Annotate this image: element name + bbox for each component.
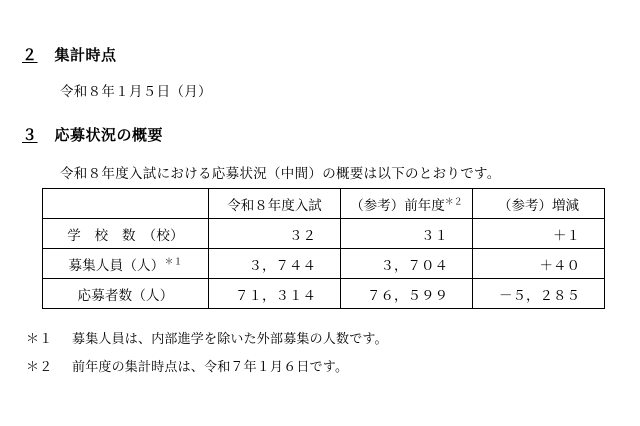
table-body bbox=[43, 219, 605, 309]
row-label-quota-text: 募集人員（人） bbox=[68, 257, 165, 273]
footnote-2 bbox=[26, 356, 388, 375]
section-heading-2 bbox=[22, 44, 117, 65]
footnotes bbox=[26, 328, 388, 384]
row-label-schools bbox=[43, 219, 209, 249]
cell-schools-previous: ３１ bbox=[341, 219, 473, 249]
section-3-body: 令和８年度入試における応募状況（中間）の概要は以下のとおりです。 bbox=[60, 166, 501, 181]
cell-applicants-previous: ７６，５９９ bbox=[341, 279, 473, 309]
table-header-current bbox=[209, 189, 341, 219]
footnote-1 bbox=[26, 328, 388, 347]
row-label-applicants bbox=[43, 279, 209, 309]
table-header-previous bbox=[341, 189, 473, 219]
row-label-applicants-text: 応募者数（人） bbox=[77, 287, 174, 303]
cell-quota-current: ３，７４４ bbox=[209, 249, 341, 279]
table-header-previous-label: （参考）前年度 bbox=[350, 197, 445, 213]
cell-applicants-change: －５，２８５ bbox=[473, 279, 605, 309]
table-header-row bbox=[43, 189, 605, 219]
row-label-schools-text: 学 校 数 （校） bbox=[67, 227, 184, 243]
cell-applicants-current: ７１，３１４ bbox=[209, 279, 341, 309]
table-header-change bbox=[473, 189, 605, 219]
footnote-2-text: 前年度の集計時点は、令和７年１月６日です。 bbox=[72, 359, 349, 374]
cell-schools-current: ３２ bbox=[209, 219, 341, 249]
footnote-1-text: 募集人員は、内部進学を除いた外部募集の人数です。 bbox=[72, 331, 388, 346]
section-2-title: 集計時点 bbox=[54, 48, 117, 64]
section-2-body: 令和８年１月５日（月） bbox=[60, 84, 212, 99]
table-header-corner bbox=[43, 189, 209, 219]
section-3-title: 応募状況の概要 bbox=[54, 128, 164, 144]
section-2-number: ２ bbox=[22, 48, 38, 64]
cell-quota-previous: ３，７０４ bbox=[341, 249, 473, 279]
row-label-quota-sup: ＊１ bbox=[164, 256, 183, 266]
table-head bbox=[43, 189, 605, 219]
cell-quota-change: ＋４０ bbox=[473, 249, 605, 279]
table-row bbox=[43, 249, 605, 279]
summary-table bbox=[42, 188, 605, 309]
table-header-change-label: （参考）増減 bbox=[498, 197, 579, 213]
cell-schools-change: ＋１ bbox=[473, 219, 605, 249]
table-row bbox=[43, 279, 605, 309]
row-label-quota bbox=[43, 249, 209, 279]
section-heading-3 bbox=[22, 124, 163, 145]
section-3-number: ３ bbox=[22, 128, 38, 144]
footnote-1-mark: ＊１ bbox=[26, 331, 53, 346]
table-header-current-label: 令和８年度入試 bbox=[227, 197, 322, 213]
footnote-2-mark: ＊２ bbox=[26, 359, 53, 374]
table-row bbox=[43, 219, 605, 249]
table-header-previous-sup: ＊２ bbox=[444, 196, 463, 206]
